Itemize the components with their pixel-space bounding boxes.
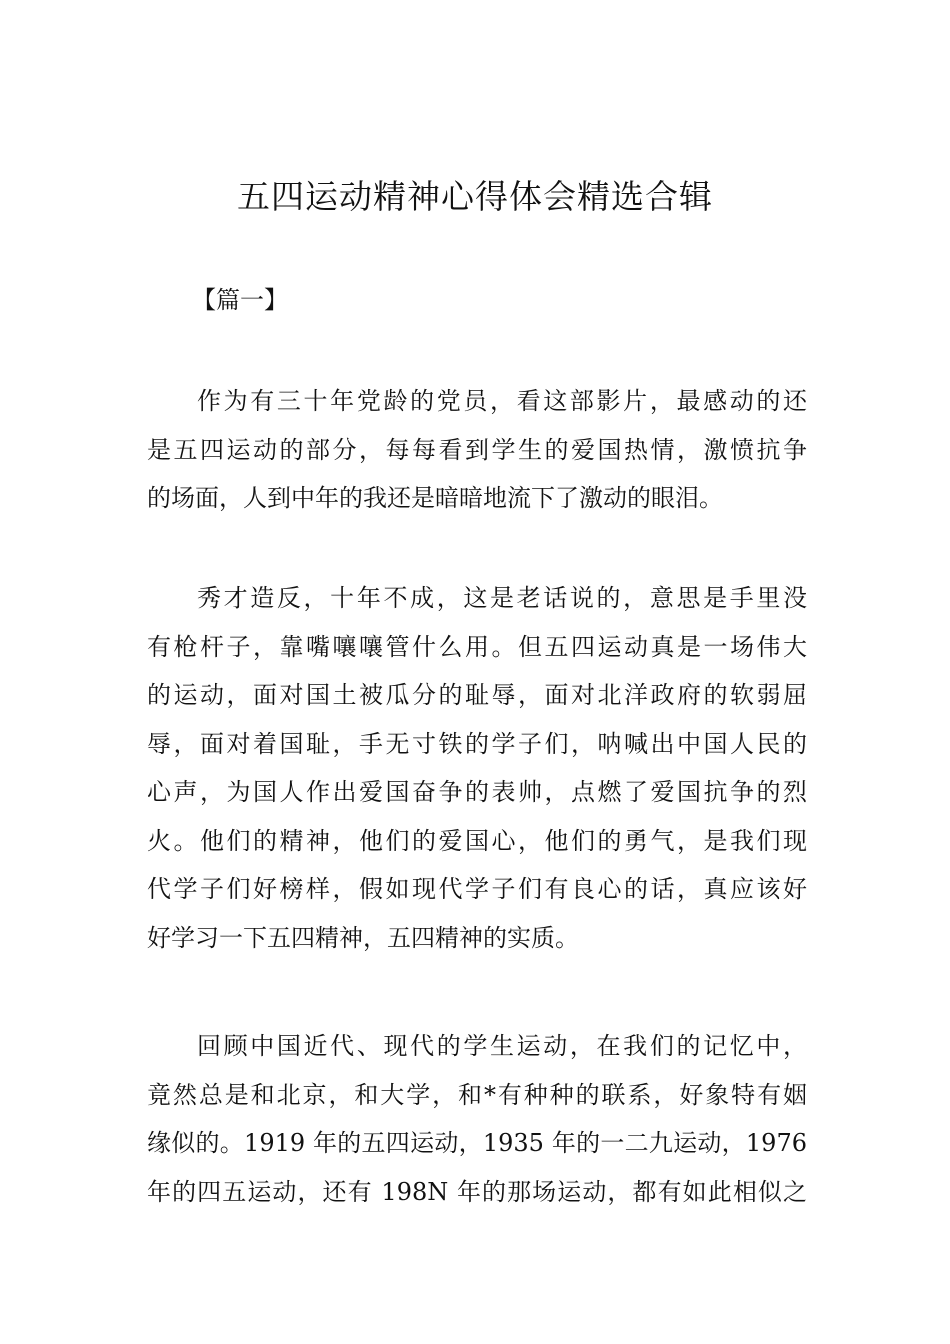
- paragraph-line: 是五四运动的部分，每每看到学生的爱国热情，激愤抗争: [147, 435, 807, 464]
- paragraph-2: [147, 574, 807, 962]
- document-title: 五四运动精神心得体会精选合辑: [237, 177, 713, 216]
- paragraph-line: 心声，为国人作出爱国奋争的表帅，点燃了爱国抗争的烈: [147, 778, 807, 806]
- paragraph-line: 辱，面对着国耻，手无寸铁的学子们，呐喊出中国人民的: [147, 729, 807, 758]
- paragraph-line: 火。他们的精神，他们的爱国心，他们的勇气，是我们现: [147, 826, 807, 855]
- paragraph-line: 回顾中国近代、现代的学生运动，在我们的记忆中，: [197, 1032, 807, 1060]
- paragraph-line: 的场面，人到中年的我还是暗暗地流下了激动的眼泪。: [147, 484, 723, 512]
- paragraph-line: 年的四五运动，还有 198N 年的那场运动，都有如此相似之: [147, 1177, 807, 1206]
- paragraph-line: 有枪杆子，靠嘴嚷嚷管什么用。但五四运动真是一场伟大: [147, 632, 807, 661]
- paragraph-line: 竟然总是和北京，和大学，和*有种种的联系，好象特有姻: [147, 1080, 807, 1109]
- paragraph-line: 好学习一下五四精神，五四精神的实质。: [147, 923, 579, 952]
- paragraph-line: 作为有三十年党龄的党员，看这部影片，最感动的还: [197, 387, 807, 415]
- paragraph-line: 缘似的。1919 年的五四运动，1935 年的一二九运动，1976: [147, 1129, 807, 1157]
- paragraph-line: 代学子们好榜样，假如现代学子们有良心的话，真应该好: [147, 875, 807, 903]
- paragraph-1: [147, 377, 807, 523]
- section-label: 【篇一】: [192, 286, 288, 314]
- paragraph-line: 秀才造反，十年不成，这是老话说的，意思是手里没: [197, 584, 807, 612]
- paragraph-3: [147, 1022, 807, 1216]
- paragraph-line: 的运动，面对国土被瓜分的耻辱，面对北洋政府的软弱屈: [147, 681, 807, 709]
